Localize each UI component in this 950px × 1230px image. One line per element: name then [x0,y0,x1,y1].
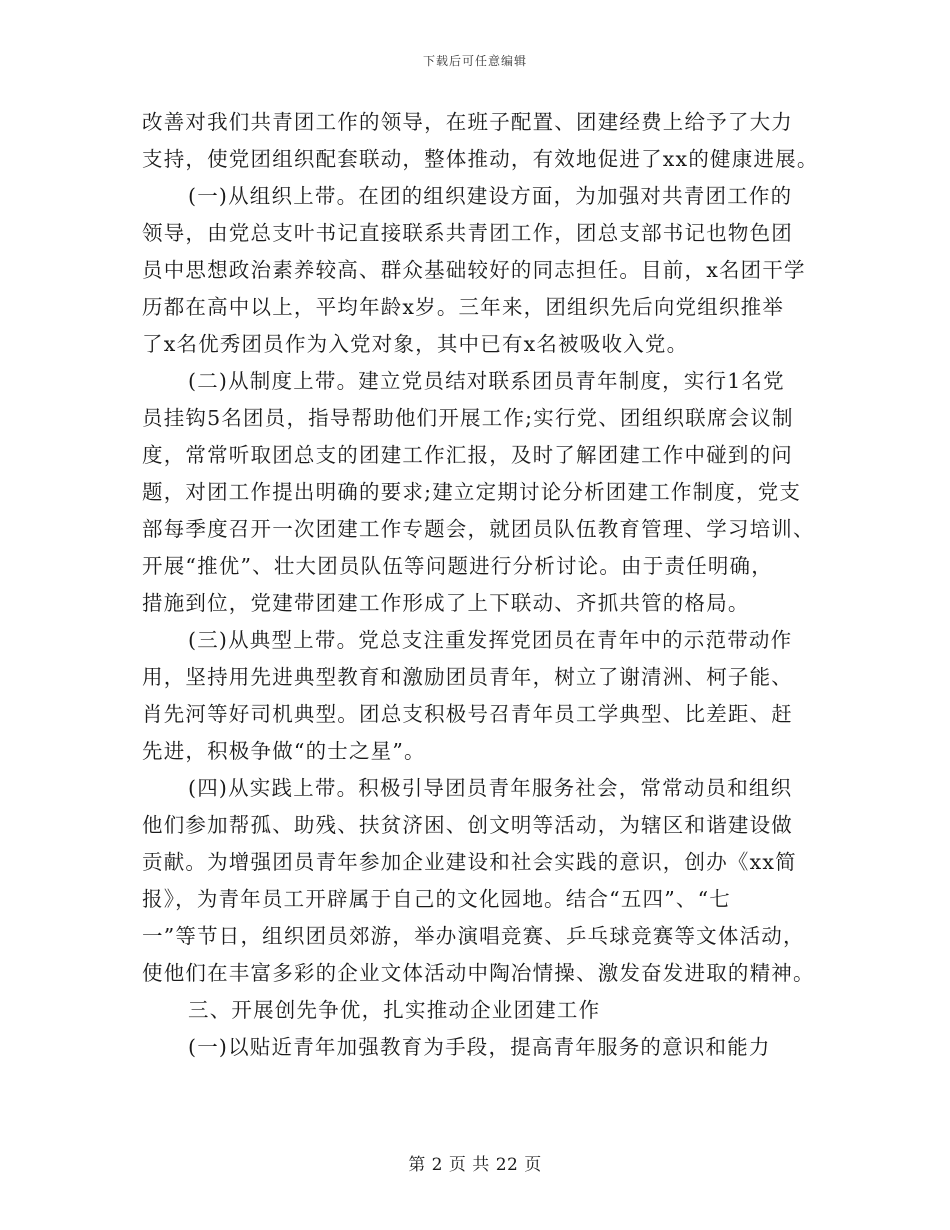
text-line: (二)从制度上带。建立党员结对联系团员青年制度，实行1名党 [188,369,785,393]
text-line: (四)从实践上带。积极引导团员青年服务社会，常常动员和组织 [188,776,793,800]
text-line: 用，坚持用先进典型教育和激励团员青年，树立了谢清洲、柯子能、 [142,665,793,689]
text-line: 他们参加帮孤、助残、扶贫济困、创文明等活动，为辖区和谐建设做 [142,813,793,837]
page-header: 下载后可任意编辑 [422,54,527,68]
text-line: (一)以贴近青年加强教育为手段，提高青年服务的意识和能力 [188,1035,771,1059]
text-line: 了x名优秀团员作为入党对象，其中已有x名被吸收入党。 [142,332,689,356]
text-line: (一)从组织上带。在团的组织建设方面，为加强对共青团工作的 [188,184,793,208]
text-line: 度，常常听取团总支的团建工作汇报，及时了解团建工作中碰到的问 [142,443,793,467]
text-line: 领导，由党总支叶书记直接联系共青团工作，团总支部书记也物色团 [142,221,793,245]
text-line: 员挂钩5名团员，指导帮助他们开展工作;实行党、团组织联席会议制 [142,406,794,430]
text-line: 题，对团工作提出明确的要求;建立定期讨论分析团建工作制度，党支 [142,480,802,504]
document-body [142,104,822,1066]
text-line: 部每季度召开一次团建工作专题会，就团员队伍教育管理、学习培训、 [142,517,815,541]
text-line: 开展“推优”、壮大团员队伍等问题进行分析讨论。由于责任明确， [142,554,773,578]
text-line: 贡献。为增强团员青年参加企业建设和社会实践的意识，创办《xx简 [142,850,797,874]
text-line: 一”等节日，组织团员郊游，举办演唱竞赛、乒乓球竞赛等文体活动， [142,924,805,948]
page-footer: 第 2 页 共 22 页 [408,1155,542,1175]
text-line: (三)从典型上带。党总支注重发挥党团员在青年中的示范带动作 [188,628,793,652]
text-line: 报》，为青年员工开辟属于自己的文化园地。结合“五四”、“七 [142,887,731,911]
text-line: 三、开展创先争优，扎实推动企业团建工作 [188,998,601,1022]
text-line: 改善对我们共青团工作的领导，在班子配置、团建经费上给予了大力 [142,110,793,134]
text-line: 历都在高中以上，平均年龄x岁。三年来，团组织先后向党组织推举 [142,295,785,319]
text-line: 员中思想政治素养较高、群众基础较好的同志担任。目前，x名团干学 [142,258,806,282]
text-line: 使他们在丰富多彩的企业文体活动中陶冶情操、激发奋发进取的精神。 [142,961,815,985]
text-line: 措施到位，党建带团建工作形成了上下联动、齐抓共管的格局。 [142,591,750,615]
text-line: 先进，积极争做“的士之星”。 [142,739,426,763]
text-line: 肖先河等好司机典型。团总支积极号召青年员工学典型、比差距、赶 [142,702,793,726]
text-line: 支持，使党团组织配套联动，整体推动，有效地促进了xx的健康进展。 [142,147,819,171]
